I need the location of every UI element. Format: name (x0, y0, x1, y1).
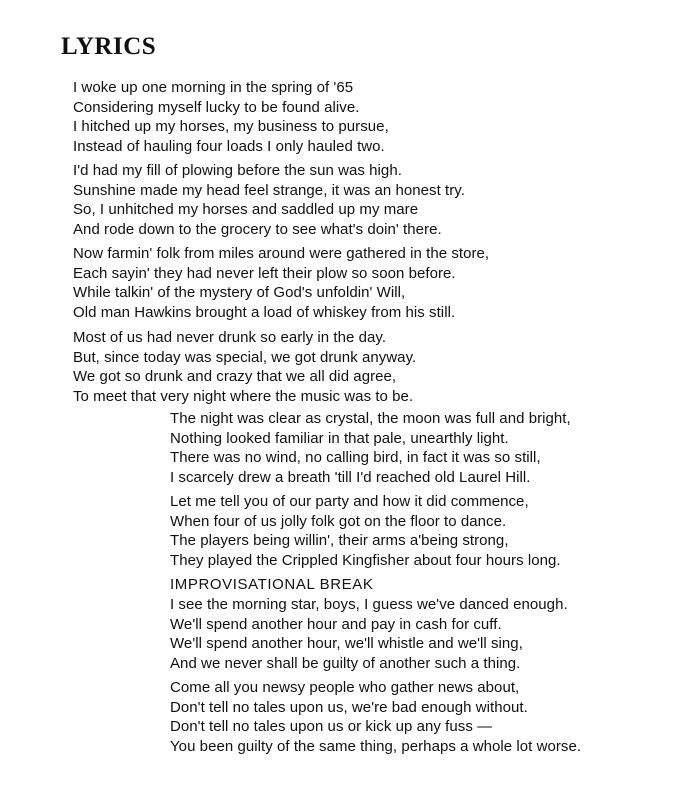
lyric-line: Nothing looked familiar in that pale, unearthly light. (170, 429, 509, 447)
lyric-line: While talkin' of the mystery of God's unfoldin' Will, (73, 284, 406, 302)
lyric-line: The night was clear as crystal, the moon was full and bright, (170, 410, 571, 427)
lyric-line: We'll spend another hour and pay in cash for cuff. (170, 615, 502, 633)
lyric-line: We'll spend another hour, we'll whistle and we'll sing, (170, 635, 523, 653)
lyric-line: They played the Crippled Kingfisher about four hours long. (170, 551, 561, 569)
lyric-line: The players being willin', their arms a'being strong, (170, 532, 509, 550)
lyric-line: To meet that very night where the music was to be. (73, 387, 414, 405)
lyric-line: Sunshine made my head feel strange, it was an honest try. (73, 181, 465, 199)
lyric-line: Don't tell no tales upon us or kick up any fuss — (170, 718, 493, 736)
lyric-line: Old man Hawkins brought a load of whiskey from his still. (73, 303, 456, 321)
stanza-1 (73, 78, 389, 156)
stanza-8 (170, 678, 581, 756)
lyric-line: Most of us had never drunk so early in the day. (73, 329, 387, 346)
lyric-line: I scarcely drew a breath 'till I'd reached old Laurel Hill. (170, 468, 531, 486)
lyric-line: So, I unhitched my horses and saddled up my mare (73, 201, 419, 219)
page-title: LYRICS (61, 33, 157, 60)
lyric-line: But, since today was special, we got drunk anyway. (73, 348, 417, 366)
stanza-4 (73, 328, 416, 406)
lyric-line: Each sayin' they had never left their plow so soon before. (73, 264, 456, 282)
stanza-6 (170, 492, 561, 570)
lyric-line: I woke up one morning in the spring of '65 (73, 79, 354, 96)
lyric-line: I see the morning star, boys, I guess we've danced enough. (170, 596, 568, 613)
lyric-line: Let me tell you of our party and how it did commence, (170, 493, 529, 510)
lyric-line: Now farmin' folk from miles around were gathered in the store, (73, 245, 490, 262)
lyric-line: Don't tell no tales upon us, we're bad enough without. (170, 698, 528, 716)
stanza-2 (73, 161, 465, 239)
lyric-line: And rode down to the grocery to see what's doin' there. (73, 220, 442, 238)
lyric-line: Come all you newsy people who gather news about, (170, 679, 520, 696)
lyric-line: There was no wind, no calling bird, in fact it was so still, (170, 449, 541, 467)
lyric-line: When four of us jolly folk got on the floor to dance. (170, 512, 507, 530)
lyric-line: Considering myself lucky to be found alive. (73, 98, 360, 116)
lyric-line: I'd had my fill of plowing before the sun was high. (73, 162, 402, 179)
lyric-line: Instead of hauling four loads I only hauled two. (73, 137, 385, 155)
stanza-5 (170, 409, 571, 487)
stanza-7 (170, 595, 568, 673)
stanza-3 (73, 244, 489, 322)
lyric-line: I hitched up my horses, my business to pursue, (73, 118, 389, 136)
lyric-line: We got so drunk and crazy that we all did agree, (73, 368, 397, 386)
improvisational-break-heading: IMPROVISATIONAL BREAK (170, 576, 374, 593)
lyric-line: You been guilty of the same thing, perhaps a whole lot worse. (170, 737, 582, 755)
lyric-line: And we never shall be guilty of another such a thing. (170, 654, 521, 672)
